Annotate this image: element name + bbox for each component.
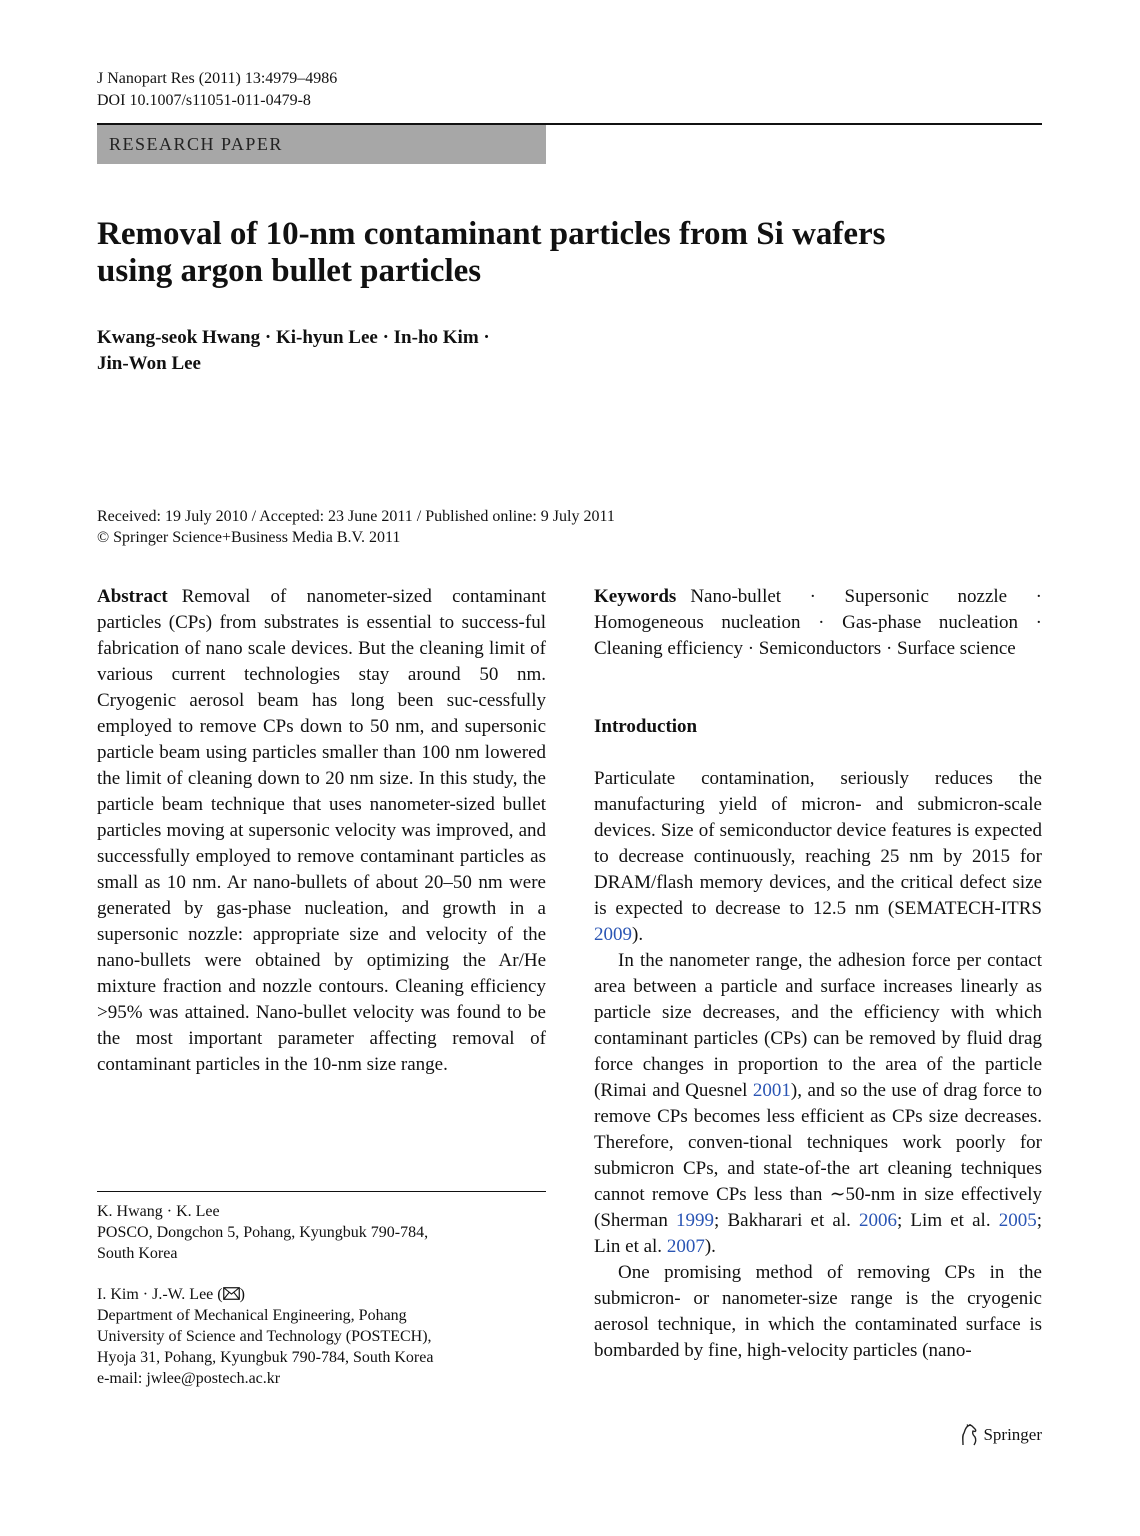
section-label: RESEARCH PAPER: [109, 134, 283, 154]
abstract: [97, 584, 546, 1078]
journal-header: [97, 68, 337, 112]
citation-link[interactable]: 2009: [594, 924, 632, 945]
affiliation-2: I. Kim · J.-W. Lee ( ) Department of Mechanical Engineering, Pohang University of Science and Technology (POSTECH), Hyoja 31, Pohang, Kyungbuk 790-784, South Korea e-mail: jwlee@postech.ac.kr: [97, 1284, 546, 1389]
affiliation-1: K. Hwang · K. Lee POSCO, Dongchon 5, Pohang, Kyungbuk 790-784, South Korea: [97, 1201, 546, 1264]
history-dates: Received: 19 July 2010 / Accepted: 23 June 2011 / Published online: 9 July 2011: [97, 508, 615, 525]
journal-citation: J Nanopart Res (2011) 13:4979–4986: [97, 70, 338, 87]
citation-link[interactable]: 2007: [666, 1236, 705, 1257]
contact-email[interactable]: e-mail: jwlee@postech.ac.kr: [97, 1370, 281, 1387]
authors-line-2: Jin-Won Lee: [97, 353, 201, 374]
title-line-1: Removal of 10-nm contaminant particles from Si wafers: [97, 216, 886, 252]
intro-paragraph-3: One promising method of removing CPs in the submicron- or nanometer-size range is the cryogenic aerosol technique, in which the contaminated surface is bombarded by fine, high-velocity particles (nano-: [594, 1262, 1042, 1361]
doi: DOI 10.1007/s11051-011-0479-8: [97, 92, 311, 109]
intro-paragraph-2: In the nanometer range, the adhesion force per contact area between a particle and surface increases linearly as particle size decreases, and the efficiency with which contaminant particles (CPs) can be removed by fluid drag force changes in proportion to the area of the particle (Rimai and Quesnel 2001), and so the use of drag force to remove CPs becomes less efficient as CPs size decreases. Therefore, conven-tional techniques work poorly for submicron CPs, and state-of-the art cleaning techniques cannot remove CPs less than ∼50-nm in size effectively (Sherman 1999; Bakharari et al. 2006; Lim et al. 2005; Lin et al. 2007).: [594, 950, 1043, 1257]
abstract-text: Removal of nanometer-sized contaminant particles (CPs) from substrates is essential to success-ful fabrication of nano scale devices. But the cleaning limit of various current technologies stay around 50 nm. Cryogenic aerosol beam has long been suc-cessfully employed to remove CPs down to 50 nm, and supersonic particle beam using particles smaller than 100 nm lowered the limit of cleaning down to 20 nm size. In this study, the particle beam technique that uses nanometer-sized bullet particles moving at supersonic velocity was improved, and successfully employed to remove contaminant particles as small as 10 nm. Ar nano-bullets of about 20–50 nm were generated by gas-phase nucleation, and growth in a supersonic nozzle: appropriate size and velocity of the nano-bullets were obtained by optimizing the Ar/He mixture fraction and nozzle contours. Cleaning efficiency >95% was attained. Nano-bullet velocity was found to be the most important parameter affecting removal of contaminant particles in the 10-nm size range.: [97, 586, 546, 1075]
affiliation-names: K. Hwang · K. Lee: [97, 1203, 220, 1220]
springer-horse-icon: [959, 1424, 979, 1446]
abstract-label: Abstract: [97, 586, 168, 607]
keywords: [594, 584, 1042, 662]
publisher-logo: [959, 1424, 1042, 1446]
citation-link[interactable]: 2006: [859, 1210, 897, 1231]
abstract-paragraph: [97, 584, 546, 1078]
authors-line-1: Kwang-seok Hwang · Ki-hyun Lee · In-ho Kim ·: [97, 327, 490, 348]
citation-link[interactable]: 1999: [676, 1210, 715, 1231]
title-line-2: using argon bullet particles: [97, 253, 482, 289]
right-column: [594, 584, 1042, 1364]
article-title: [97, 216, 997, 290]
keywords-text: Nano-bullet · Supersonic nozzle · Homogeneous nucleation · Gas-phase nucleation · Cleaning efficiency · Semiconductors · Surface science: [594, 586, 1042, 659]
section-label-box: [97, 125, 546, 164]
publication-dates: [97, 506, 615, 548]
footnote-rule: [97, 1191, 546, 1192]
intro-paragraph-1: Particulate contamination, seriously reduces the manufacturing yield of micron- and submicron-scale devices. Size of semiconductor device features is expected to decrease continuously, reaching 25 nm by 2015 for DRAM/flash memory devices, and the critical defect size is expected to decrease to 12.5 nm (SEMATECH-ITRS 2009).: [594, 768, 1042, 945]
citation-link[interactable]: 2001: [752, 1080, 791, 1101]
author-list: [97, 325, 490, 377]
affiliation-names: I. Kim · J.-W. Lee ( ): [97, 1286, 245, 1303]
introduction-heading: Introduction: [594, 716, 698, 737]
envelope-icon: [223, 1287, 240, 1300]
citation-link[interactable]: 2005: [998, 1210, 1037, 1231]
publisher-name: Springer: [983, 1425, 1042, 1444]
keywords-label: Keywords: [594, 586, 677, 607]
copyright: © Springer Science+Business Media B.V. 2011: [97, 529, 401, 546]
